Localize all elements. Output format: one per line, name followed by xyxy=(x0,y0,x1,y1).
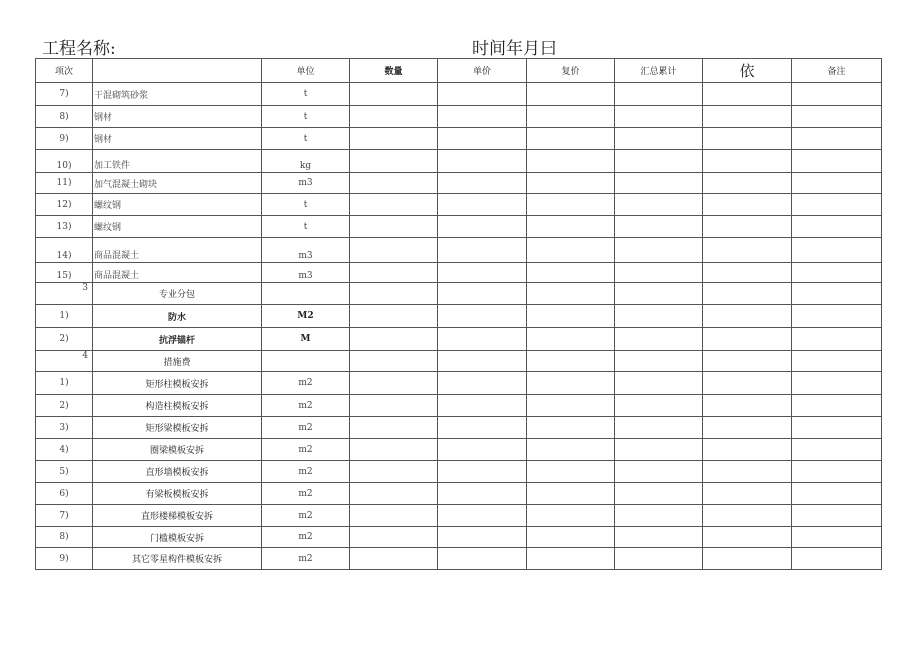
row-empty-cell xyxy=(703,238,792,263)
column-header-cumulative: 汇总累计 xyxy=(615,59,703,83)
date-label: 时间年月曰 xyxy=(472,39,557,59)
row-empty-cell xyxy=(527,216,615,238)
row-empty-cell xyxy=(703,173,792,194)
row-empty-cell xyxy=(792,548,882,570)
table-row xyxy=(36,417,882,439)
row-empty-cell xyxy=(527,128,615,150)
row-item-name-cell: 钢材 xyxy=(93,106,262,128)
row-empty-cell xyxy=(615,505,703,527)
row-item-name-cell: 螺纹钢 xyxy=(93,216,262,238)
row-empty-cell xyxy=(350,328,438,351)
row-empty-cell xyxy=(615,527,703,548)
row-empty-cell xyxy=(615,263,703,283)
row-empty-cell xyxy=(792,527,882,548)
table-row xyxy=(36,439,882,461)
row-seq-cell: 12) xyxy=(36,194,93,216)
row-empty-cell xyxy=(350,305,438,328)
row-empty-cell xyxy=(703,305,792,328)
row-empty-cell xyxy=(438,194,527,216)
row-unit-cell: m2 xyxy=(262,395,350,417)
row-empty-cell xyxy=(527,461,615,483)
row-empty-cell xyxy=(527,173,615,194)
row-empty-cell xyxy=(350,194,438,216)
row-empty-cell xyxy=(615,150,703,173)
row-empty-cell xyxy=(703,548,792,570)
row-item-name-cell: 专业分包 xyxy=(93,283,262,305)
row-empty-cell xyxy=(703,417,792,439)
row-empty-cell xyxy=(527,150,615,173)
row-empty-cell xyxy=(350,372,438,395)
row-item-name-cell: 加工铁件 xyxy=(93,150,262,173)
row-item-name-cell: 直形楼梯模板安拆 xyxy=(93,505,262,527)
table-row xyxy=(36,395,882,417)
row-unit-cell: t xyxy=(262,83,350,106)
row-empty-cell xyxy=(615,173,703,194)
row-empty-cell xyxy=(350,548,438,570)
table-row xyxy=(36,548,882,570)
row-item-name-cell: 门槛模板安拆 xyxy=(93,527,262,548)
row-seq-cell: 7) xyxy=(36,505,93,527)
row-empty-cell xyxy=(615,483,703,505)
row-unit-cell: m2 xyxy=(262,527,350,548)
row-empty-cell xyxy=(438,505,527,527)
row-unit-cell: M2 xyxy=(262,305,350,328)
row-seq-cell: 1) xyxy=(36,372,93,395)
row-item-name-cell: 抗浮锚杆 xyxy=(93,328,262,351)
row-item-name-cell: 构造柱模板安拆 xyxy=(93,395,262,417)
row-item-name-cell: 加气混凝土砌块 xyxy=(93,173,262,194)
row-empty-cell xyxy=(792,216,882,238)
table-row xyxy=(36,238,882,263)
row-empty-cell xyxy=(792,283,882,305)
table-row xyxy=(36,527,882,548)
row-unit-cell xyxy=(262,351,350,372)
row-empty-cell xyxy=(703,461,792,483)
row-empty-cell xyxy=(703,283,792,305)
row-empty-cell xyxy=(703,505,792,527)
row-empty-cell xyxy=(615,372,703,395)
row-seq-cell: 5) xyxy=(36,461,93,483)
row-unit-cell: t xyxy=(262,128,350,150)
table-row xyxy=(36,351,882,372)
row-empty-cell xyxy=(527,83,615,106)
row-item-name-cell: 钢材 xyxy=(93,128,262,150)
row-unit-cell: m2 xyxy=(262,505,350,527)
row-empty-cell xyxy=(792,483,882,505)
row-seq-cell: 2) xyxy=(36,395,93,417)
row-empty-cell xyxy=(615,238,703,263)
row-item-name-cell: 螺纹钢 xyxy=(93,194,262,216)
row-empty-cell xyxy=(350,128,438,150)
row-unit-cell: m3 xyxy=(262,238,350,263)
row-empty-cell xyxy=(438,527,527,548)
column-header-quantity: 数量 xyxy=(350,59,438,83)
column-header-name xyxy=(93,59,262,83)
column-header-seq: 项次 xyxy=(36,59,93,83)
row-seq-cell: 3 xyxy=(36,283,93,305)
row-empty-cell xyxy=(792,194,882,216)
row-empty-cell xyxy=(703,372,792,395)
row-empty-cell xyxy=(438,372,527,395)
row-empty-cell xyxy=(615,83,703,106)
table-row xyxy=(36,483,882,505)
row-unit-cell: t xyxy=(262,106,350,128)
row-empty-cell xyxy=(350,505,438,527)
row-empty-cell xyxy=(438,395,527,417)
row-seq-cell: 4 xyxy=(36,351,93,372)
row-empty-cell xyxy=(350,483,438,505)
table-row xyxy=(36,216,882,238)
row-empty-cell xyxy=(350,150,438,173)
row-empty-cell xyxy=(527,194,615,216)
row-empty-cell xyxy=(615,351,703,372)
row-empty-cell xyxy=(615,439,703,461)
row-seq-cell: 11) xyxy=(36,173,93,194)
row-empty-cell xyxy=(438,150,527,173)
row-empty-cell xyxy=(527,527,615,548)
row-empty-cell xyxy=(350,83,438,106)
row-empty-cell xyxy=(703,439,792,461)
row-empty-cell xyxy=(438,106,527,128)
row-empty-cell xyxy=(350,417,438,439)
row-seq-cell: 7) xyxy=(36,83,93,106)
row-empty-cell xyxy=(792,395,882,417)
row-empty-cell xyxy=(792,173,882,194)
table-header-row xyxy=(36,59,882,83)
row-empty-cell xyxy=(527,548,615,570)
row-empty-cell xyxy=(615,461,703,483)
row-seq-cell: 6) xyxy=(36,483,93,505)
row-empty-cell xyxy=(438,328,527,351)
row-empty-cell xyxy=(792,150,882,173)
row-empty-cell xyxy=(527,106,615,128)
row-empty-cell xyxy=(438,548,527,570)
row-empty-cell xyxy=(527,483,615,505)
row-empty-cell xyxy=(527,395,615,417)
row-unit-cell: m3 xyxy=(262,263,350,283)
row-empty-cell xyxy=(703,216,792,238)
table-row xyxy=(36,372,882,395)
row-empty-cell xyxy=(703,194,792,216)
row-unit-cell: m2 xyxy=(262,461,350,483)
row-empty-cell xyxy=(527,263,615,283)
row-empty-cell xyxy=(703,328,792,351)
row-seq-cell: 14) xyxy=(36,238,93,263)
row-unit-cell: t xyxy=(262,216,350,238)
row-item-name-cell: 商品混凝土 xyxy=(93,238,262,263)
row-item-name-cell: 矩形柱模板安拆 xyxy=(93,372,262,395)
row-unit-cell: kg xyxy=(262,150,350,173)
row-empty-cell xyxy=(438,283,527,305)
row-empty-cell xyxy=(527,372,615,395)
row-item-name-cell: 商品混凝土 xyxy=(93,263,262,283)
row-unit-cell: m3 xyxy=(262,173,350,194)
row-seq-cell: 9) xyxy=(36,548,93,570)
row-seq-cell: 8) xyxy=(36,527,93,548)
row-empty-cell xyxy=(703,395,792,417)
table-row xyxy=(36,328,882,351)
row-item-name-cell: 有梁板模板安拆 xyxy=(93,483,262,505)
row-item-name-cell: 其它零星构件模板安拆 xyxy=(93,548,262,570)
row-empty-cell xyxy=(438,173,527,194)
row-empty-cell xyxy=(615,548,703,570)
project-name-label: 工程名称: xyxy=(42,39,116,59)
row-empty-cell xyxy=(703,483,792,505)
row-empty-cell xyxy=(615,106,703,128)
row-seq-cell: 4) xyxy=(36,439,93,461)
row-empty-cell xyxy=(527,505,615,527)
table-row xyxy=(36,505,882,527)
row-item-name-cell: 干混砌筑砂浆 xyxy=(93,83,262,106)
row-empty-cell xyxy=(350,283,438,305)
row-seq-cell: 2) xyxy=(36,328,93,351)
row-unit-cell: t xyxy=(262,194,350,216)
row-empty-cell xyxy=(703,150,792,173)
row-seq-cell: 9) xyxy=(36,128,93,150)
column-header-unit-price: 单价 xyxy=(438,59,527,83)
row-empty-cell xyxy=(792,305,882,328)
row-empty-cell xyxy=(792,439,882,461)
row-empty-cell xyxy=(350,216,438,238)
table-row xyxy=(36,173,882,194)
row-item-name-cell: 圈梁模板安拆 xyxy=(93,439,262,461)
row-empty-cell xyxy=(527,351,615,372)
row-empty-cell xyxy=(615,128,703,150)
row-empty-cell xyxy=(438,461,527,483)
row-unit-cell: M xyxy=(262,328,350,351)
row-empty-cell xyxy=(615,328,703,351)
row-empty-cell xyxy=(438,305,527,328)
row-seq-cell: 13) xyxy=(36,216,93,238)
row-item-name-cell: 矩形梁模板安拆 xyxy=(93,417,262,439)
row-empty-cell xyxy=(792,351,882,372)
row-empty-cell xyxy=(527,238,615,263)
column-header-total-price: 复价 xyxy=(527,59,615,83)
row-unit-cell: m2 xyxy=(262,548,350,570)
row-seq-cell: 10) xyxy=(36,150,93,173)
row-unit-cell: m2 xyxy=(262,439,350,461)
cost-table xyxy=(35,58,882,570)
row-empty-cell xyxy=(350,461,438,483)
row-unit-cell: m2 xyxy=(262,417,350,439)
row-empty-cell xyxy=(792,372,882,395)
column-header-remarks: 备注 xyxy=(792,59,882,83)
row-seq-cell: 3) xyxy=(36,417,93,439)
table-row xyxy=(36,194,882,216)
row-empty-cell xyxy=(438,83,527,106)
row-empty-cell xyxy=(792,461,882,483)
row-seq-cell: 15) xyxy=(36,263,93,283)
row-item-name-cell: 措施费 xyxy=(93,351,262,372)
table-row xyxy=(36,283,882,305)
row-empty-cell xyxy=(350,263,438,283)
column-header-unit: 单位 xyxy=(262,59,350,83)
row-empty-cell xyxy=(438,238,527,263)
row-empty-cell xyxy=(792,128,882,150)
row-item-name-cell: 防水 xyxy=(93,305,262,328)
row-empty-cell xyxy=(350,439,438,461)
row-empty-cell xyxy=(615,305,703,328)
row-empty-cell xyxy=(792,263,882,283)
row-seq-cell: 1) xyxy=(36,305,93,328)
row-empty-cell xyxy=(703,263,792,283)
table-row xyxy=(36,106,882,128)
row-empty-cell xyxy=(703,106,792,128)
row-empty-cell xyxy=(527,417,615,439)
row-empty-cell xyxy=(703,128,792,150)
table-row xyxy=(36,150,882,173)
row-empty-cell xyxy=(615,216,703,238)
row-empty-cell xyxy=(350,238,438,263)
row-empty-cell xyxy=(438,216,527,238)
row-empty-cell xyxy=(792,417,882,439)
row-empty-cell xyxy=(615,417,703,439)
row-empty-cell xyxy=(615,395,703,417)
row-empty-cell xyxy=(792,238,882,263)
row-empty-cell xyxy=(438,263,527,283)
row-empty-cell xyxy=(438,417,527,439)
table-row xyxy=(36,263,882,283)
row-seq-cell: 8) xyxy=(36,106,93,128)
row-empty-cell xyxy=(527,305,615,328)
row-empty-cell xyxy=(350,351,438,372)
row-item-name-cell: 直形墙模板安拆 xyxy=(93,461,262,483)
row-empty-cell xyxy=(438,351,527,372)
row-empty-cell xyxy=(350,173,438,194)
row-unit-cell xyxy=(262,283,350,305)
row-empty-cell xyxy=(792,328,882,351)
row-empty-cell xyxy=(527,283,615,305)
row-empty-cell xyxy=(615,194,703,216)
row-empty-cell xyxy=(792,83,882,106)
table-row xyxy=(36,305,882,328)
row-unit-cell: m2 xyxy=(262,483,350,505)
table-row xyxy=(36,461,882,483)
row-empty-cell xyxy=(350,527,438,548)
row-empty-cell xyxy=(527,439,615,461)
row-empty-cell xyxy=(438,439,527,461)
table-row xyxy=(36,128,882,150)
row-empty-cell xyxy=(703,527,792,548)
row-empty-cell xyxy=(615,283,703,305)
row-empty-cell xyxy=(350,106,438,128)
row-empty-cell xyxy=(438,128,527,150)
row-empty-cell xyxy=(703,351,792,372)
row-empty-cell xyxy=(438,483,527,505)
row-unit-cell: m2 xyxy=(262,372,350,395)
row-empty-cell xyxy=(350,395,438,417)
row-empty-cell xyxy=(703,83,792,106)
table-row xyxy=(36,83,882,106)
row-empty-cell xyxy=(527,328,615,351)
row-empty-cell xyxy=(792,106,882,128)
row-empty-cell xyxy=(792,505,882,527)
column-header-basis: 依 xyxy=(703,59,792,83)
